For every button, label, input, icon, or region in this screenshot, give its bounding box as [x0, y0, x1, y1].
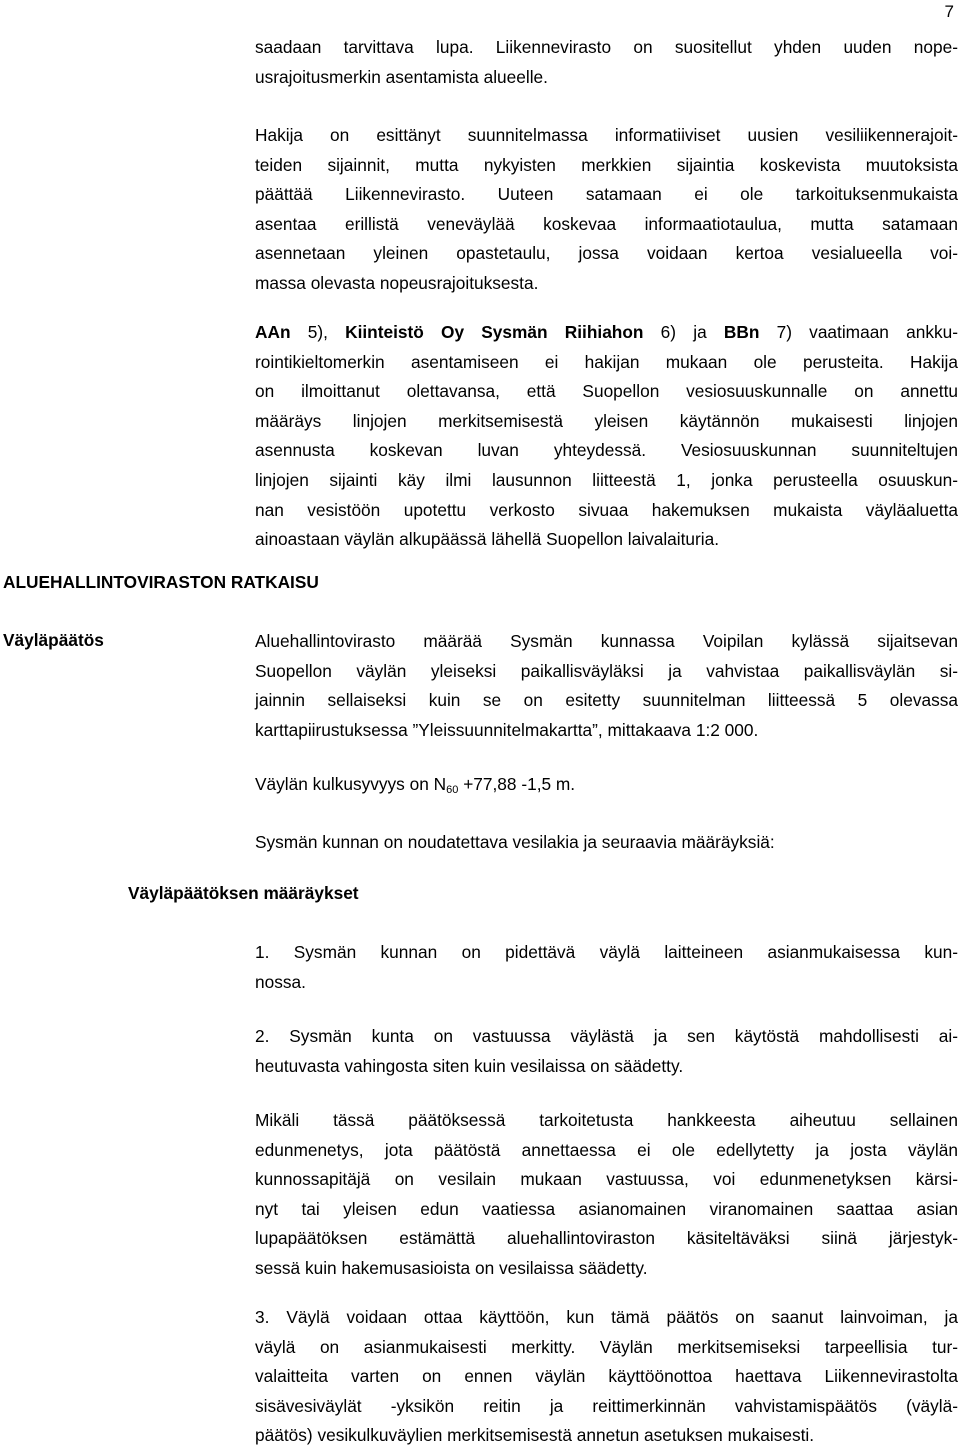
text-line: Aluehallintovirasto määrää Sysmän kunnassa Voipilan kylässä sijaitsevan — [255, 631, 958, 651]
text-line: Mikäli tässä päätöksessä tarkoitetusta hankkeesta aiheutuu sellainen — [255, 1110, 958, 1130]
text-line: valaitteita varten on ennen väylän käyttöönottoa haettava Liikennevirastolta — [255, 1366, 958, 1387]
text-line: saadaan tarvittava lupa. Liikennevirasto on suositellut yhden uuden nope- — [255, 37, 958, 57]
subheading-fairway-regulations: Väyläpäätöksen määräykset — [128, 883, 359, 903]
text-line: lupapäätöksen estämättä aluehallintoviraston käsiteltäväksi siinä järjestyk- — [255, 1228, 958, 1249]
text-line: asennusta koskevan luvan yhteydessä. Vesiosuuskunnan suunniteltujen — [255, 440, 958, 461]
text-line: teiden sijainnit, mutta nykyisten merkkien sijaintia koskevista muutoksista — [255, 154, 958, 175]
text-line: väylä on asianmukaisesti merkitty. Väylän merkitsemiseksi tarpeellisia tur- — [255, 1336, 958, 1357]
text-line: usrajoitusmerkin asentamista alueelle. — [255, 66, 548, 87]
text-line: päättää Liikennevirasto. Uuteen satamaan ei ole tarkoituksenmukaista — [255, 184, 958, 205]
text-line: sisävesiväylät -yksikön reitin ja reittimerkinnän vahvistamispäätös (väylä- — [255, 1395, 958, 1416]
text-line: 3. Väylä voidaan ottaa käyttöön, kun tämä päätös on saanut lainvoiman, ja — [255, 1307, 958, 1327]
paragraph-damages — [255, 1106, 958, 1284]
paragraph-fairway-depth: Väylän kulkusyvyys on $N_{60} +77,88$ -1,5 m. — [255, 774, 576, 796]
text-line: 1. Sysmän kunnan on pidettävä väylä laitteineen asianmukaisessa kun- — [255, 942, 958, 962]
text-line: ainoastaan väylän alkupäässä lähellä Suopellon laivalaituria. — [255, 529, 720, 550]
paragraph-permit-continuation — [255, 33, 958, 92]
text-line: 2. Sysmän kunta on vastuussa väylästä ja sen käytöstä mahdollisesti ai- — [255, 1026, 958, 1046]
text-line: määräys linjojen merkitsemisestä yleisen käytännön mukaisesti linjojen — [255, 410, 958, 431]
paragraph-fairway-decision — [255, 627, 958, 745]
text-line: asennetaan yleinen opastetaulu, jossa voidaan kertoa vesialueella voi- — [255, 243, 958, 264]
page-number: 7 — [944, 2, 954, 21]
text-line: on ilmoittanut olettavansa, että Suopellon vesiosuuskunnalle on annettu — [255, 381, 958, 402]
paragraph-information-signs — [255, 121, 958, 299]
party-name-aan: AAn — [255, 322, 291, 342]
regulation-item-3 — [255, 1303, 958, 1451]
text-line: nyt tai yleisen edun vaatiessa asianomainen viranomainen saattaa asian — [255, 1198, 958, 1219]
text-line: kunnossapitäjä on vesilain mukaan vastuussa, voi edunmenetyksen kärsi- — [255, 1169, 958, 1190]
section-heading-decision: ALUEHALLINTOVIRASTON RATKAISU — [3, 572, 319, 592]
text-line: heutuvasta vahingosta siten kuin vesilaissa on säädetty. — [255, 1055, 684, 1076]
regulation-item-2 — [255, 1022, 958, 1081]
text-line: AAn 5), Kiinteistö Oy Sysmän Riihiahon 6) ja BBn 7) vaatimaan ankku- — [255, 322, 958, 342]
text-line: Suopellon väylän yleiseksi paikallisväyläksi ja vahvistaa paikallisväylän si- — [255, 660, 958, 681]
subheading-fairway-decision: Väyläpäätös — [3, 630, 104, 650]
text-line: linjojen sijainti käy ilmi lausunnon liitteestä 1, jonka perusteella osuuskun- — [255, 469, 958, 490]
regulation-item-1 — [255, 938, 958, 997]
text-line: rointikieltomerkin asentamiseen ei hakijan mukaan ole perusteita. Hakija — [255, 351, 958, 372]
paragraph-anchoring-claims — [255, 318, 958, 555]
text-line: Hakija on esittänyt suunnitelmassa informatiiviset uusien vesiliikennerajoit- — [255, 125, 958, 145]
text-line: karttapiirustuksessa ”Yleissuunnitelmakartta”, mittakaava 1:2 000. — [255, 719, 759, 740]
text-line: asentaa erillistä veneväylää koskevaa informaatiotaulua, mutta satamaan — [255, 213, 958, 234]
party-name-bbn: BBn — [723, 322, 760, 342]
text-line: nossa. — [255, 971, 306, 992]
text-line: nan vesistöön upotettu verkosto sivuaa hakemuksen mukaista väyläaluetta — [255, 499, 958, 520]
party-name-kiinteisto: Kiinteistö Oy Sysmän Riihiahon — [345, 322, 644, 342]
text-line: sessä kuin hakemusasioista on vesilaissa säädetty. — [255, 1257, 648, 1278]
depth-reference-subscript: 60 — [446, 784, 459, 796]
paragraph-regulations-intro: Sysmän kunnan on noudatettava vesilakia ja seuraavia määräyksiä: — [255, 832, 775, 852]
text-line: päätös) vesikulkuväylien merkitsemisestä annetun asetuksen mukaisesti. — [255, 1425, 815, 1446]
text-line: jainnin sellaiseksi kuin se on esitetty suunnitelman liitteessä 5 olevassa — [255, 690, 958, 711]
text-line: massa olevasta nopeusrajoituksesta. — [255, 272, 539, 293]
text-line: edunmenetys, jota päätöstä annettaessa ei ole edellytetty ja josta väylän — [255, 1139, 958, 1160]
